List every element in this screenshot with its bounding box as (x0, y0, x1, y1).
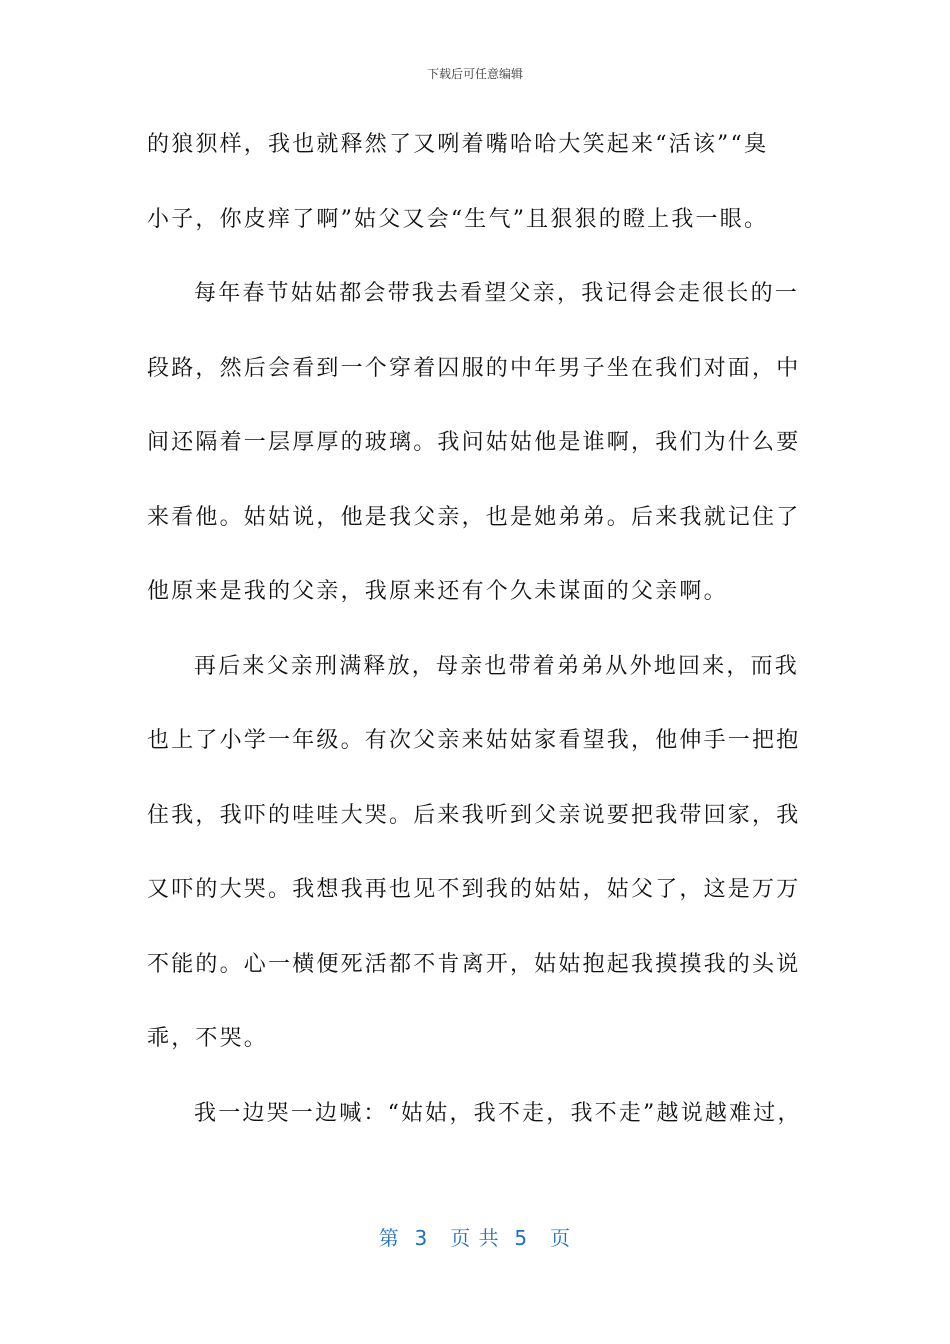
text-line: 小子，你皮痒了啊”姑父又会“生气”且狠狠的瞪上我一眼。 (147, 206, 769, 232)
text-line: 每年春节姑姑都会带我去看望父亲，我记得会走很长的一 (194, 281, 800, 306)
text-line: 来看他。姑姑说，他是我父亲，也是她弟弟。后来我就记住了 (147, 504, 801, 530)
page-number-footer: 第 3 页 共 5 页 (378, 1226, 572, 1250)
text-line: 再后来父亲刑满释放，母亲也带着弟弟从外地回来，而我 (194, 653, 800, 679)
text-line: 我一边哭一边喊：“姑姑，我不走，我不走”越说越难过， (194, 1100, 802, 1126)
text-line: 的狼狈样，我也就释然了又咧着嘴哈哈大笑起来“活该”“臭 (147, 132, 769, 157)
text-line: 也上了小学一年级。有次父亲来姑姑家看望我，他伸手一把抱 (147, 728, 801, 753)
text-line: 乖，不哭。 (147, 1026, 269, 1051)
document-body (147, 118, 807, 1161)
page-header-note: 下载后可任意编辑 (426, 67, 523, 81)
text-line: 住我，我吓的哇哇大哭。后来我听到父亲说要把我带回家，我 (147, 802, 801, 828)
text-line: 段路，然后会看到一个穿着囚服的中年男子坐在我们对面，中 (147, 355, 801, 381)
text-line: 不能的。心一横便死活都不肯离开，姑姑抱起我摸摸我的头说 (147, 951, 801, 977)
text-line: 间还隔着一层厚厚的玻璃。我问姑姑他是谁啊，我们为什么要 (147, 430, 801, 455)
text-line: 又吓的大哭。我想我再也见不到我的姑姑，姑父了，这是万万 (147, 877, 801, 902)
text-line: 他原来是我的父亲，我原来还有个久未谋面的父亲啊。 (147, 579, 728, 604)
